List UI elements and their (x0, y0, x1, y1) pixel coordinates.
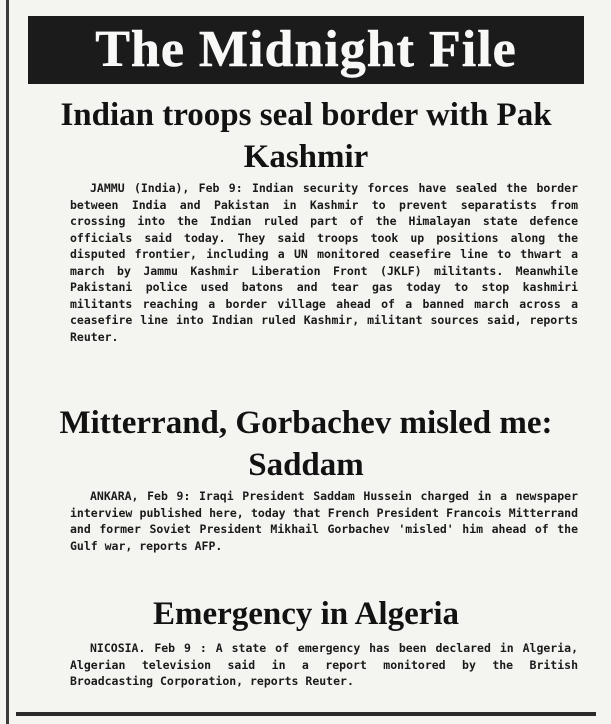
story-3-body: NICOSIA. Feb 9 : A state of emergency has been declared in Algeria, Algerian television said in a report monitored by the British Broadcasting Corporation, reports Reuter. (70, 641, 578, 688)
story-2-headline: Mitterrand, Gorbachev misled me: Saddam (59, 405, 553, 483)
story-1-headline: Indian troops seal border with Pak Kashmir (60, 97, 552, 175)
story-1-body: JAMMU (India), Feb 9: Indian security forces have sealed the border between India and Pakistan in Kashmir to prevent separatists from crossing into the Indian ruled part of the Himalayan state defence officials said today. They said troops took up positions along the disputed frontier, including a UN monitored ceasefire line to thwart a march by Jammu Kashmir Liberation Front (JKLF) militants. Meanwhile Pakistani police used batons and tear gas today to stop kashmiri militants reaching a border village ahead of a banned march across a ceasefire line into Indian ruled Kashmir, militant sources said, reports Reuter. (70, 181, 578, 344)
bottom-rule (16, 712, 596, 716)
masthead-title: The Midnight File (95, 21, 517, 78)
masthead-banner (28, 16, 584, 84)
story-3-headline: Emergency in Algeria (152, 596, 460, 632)
story-2-body: ANKARA, Feb 9: Iraqi President Saddam Hussein charged in a newspaper interview published here, today that French President Francois Mitterrand and former Soviet President Mikhail Gorbachev 'misled' him ahead of the Gulf war, reports AFP. (70, 489, 578, 553)
column-rule-left (6, 0, 9, 724)
